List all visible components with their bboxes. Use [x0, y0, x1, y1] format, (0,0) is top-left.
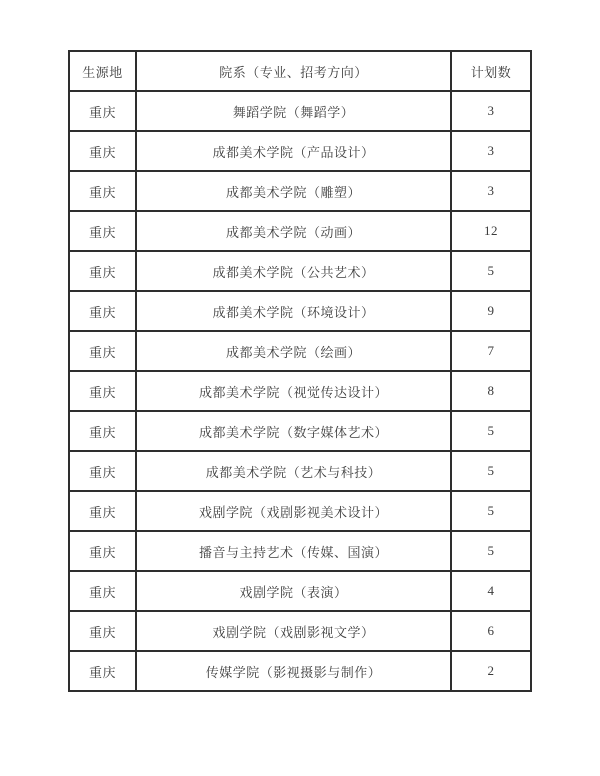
- header-plan: 计划数: [451, 51, 531, 91]
- origin-cell: 重庆: [69, 611, 136, 651]
- origin-cell: 重庆: [69, 251, 136, 291]
- origin-cell: 重庆: [69, 131, 136, 171]
- department-cell: 成都美术学院（公共艺术）: [136, 251, 451, 291]
- table-row: [69, 291, 531, 331]
- department-cell: 成都美术学院（视觉传达设计）: [136, 371, 451, 411]
- header-row: [69, 51, 531, 91]
- department-cell: 戏剧学院（表演）: [136, 571, 451, 611]
- origin-cell: 重庆: [69, 451, 136, 491]
- table-row: [69, 91, 531, 131]
- plan-cell: 3: [451, 91, 531, 131]
- department-cell: 传媒学院（影视摄影与制作）: [136, 651, 451, 691]
- plan-cell: 4: [451, 571, 531, 611]
- department-cell: 成都美术学院（环境设计）: [136, 291, 451, 331]
- plan-cell: 3: [451, 171, 531, 211]
- plan-cell: 5: [451, 531, 531, 571]
- origin-cell: 重庆: [69, 571, 136, 611]
- department-cell: 戏剧学院（戏剧影视文学）: [136, 611, 451, 651]
- plan-cell: 7: [451, 331, 531, 371]
- table-row: [69, 371, 531, 411]
- origin-cell: 重庆: [69, 531, 136, 571]
- plan-cell: 5: [451, 451, 531, 491]
- table-row: [69, 451, 531, 491]
- table-row: [69, 251, 531, 291]
- department-cell: 成都美术学院（产品设计）: [136, 131, 451, 171]
- origin-cell: 重庆: [69, 491, 136, 531]
- department-cell: 播音与主持艺术（传媒、国演）: [136, 531, 451, 571]
- plan-cell: 2: [451, 651, 531, 691]
- plan-cell: 6: [451, 611, 531, 651]
- plan-cell: 12: [451, 211, 531, 251]
- origin-cell: 重庆: [69, 331, 136, 371]
- plan-cell: 5: [451, 491, 531, 531]
- department-cell: 成都美术学院（数字媒体艺术）: [136, 411, 451, 451]
- header-origin: 生源地: [69, 51, 136, 91]
- origin-cell: 重庆: [69, 651, 136, 691]
- origin-cell: 重庆: [69, 211, 136, 251]
- table-row: [69, 491, 531, 531]
- table-row: [69, 571, 531, 611]
- plan-cell: 9: [451, 291, 531, 331]
- origin-cell: 重庆: [69, 371, 136, 411]
- header-department: 院系（专业、招考方向）: [136, 51, 451, 91]
- department-cell: 成都美术学院（绘画）: [136, 331, 451, 371]
- plan-cell: 8: [451, 371, 531, 411]
- department-cell: 戏剧学院（戏剧影视美术设计）: [136, 491, 451, 531]
- table-row: [69, 411, 531, 451]
- department-cell: 成都美术学院（艺术与科技）: [136, 451, 451, 491]
- table-row: [69, 171, 531, 211]
- origin-cell: 重庆: [69, 291, 136, 331]
- admission-plan-table: [68, 50, 532, 692]
- plan-cell: 3: [451, 131, 531, 171]
- table-row: [69, 211, 531, 251]
- origin-cell: 重庆: [69, 171, 136, 211]
- plan-cell: 5: [451, 411, 531, 451]
- department-cell: 成都美术学院（雕塑）: [136, 171, 451, 211]
- department-cell: 舞蹈学院（舞蹈学）: [136, 91, 451, 131]
- origin-cell: 重庆: [69, 91, 136, 131]
- table-row: [69, 131, 531, 171]
- table-row: [69, 531, 531, 571]
- origin-cell: 重庆: [69, 411, 136, 451]
- table-row: [69, 331, 531, 371]
- table-row: [69, 651, 531, 691]
- table-row: [69, 611, 531, 651]
- department-cell: 成都美术学院（动画）: [136, 211, 451, 251]
- plan-cell: 5: [451, 251, 531, 291]
